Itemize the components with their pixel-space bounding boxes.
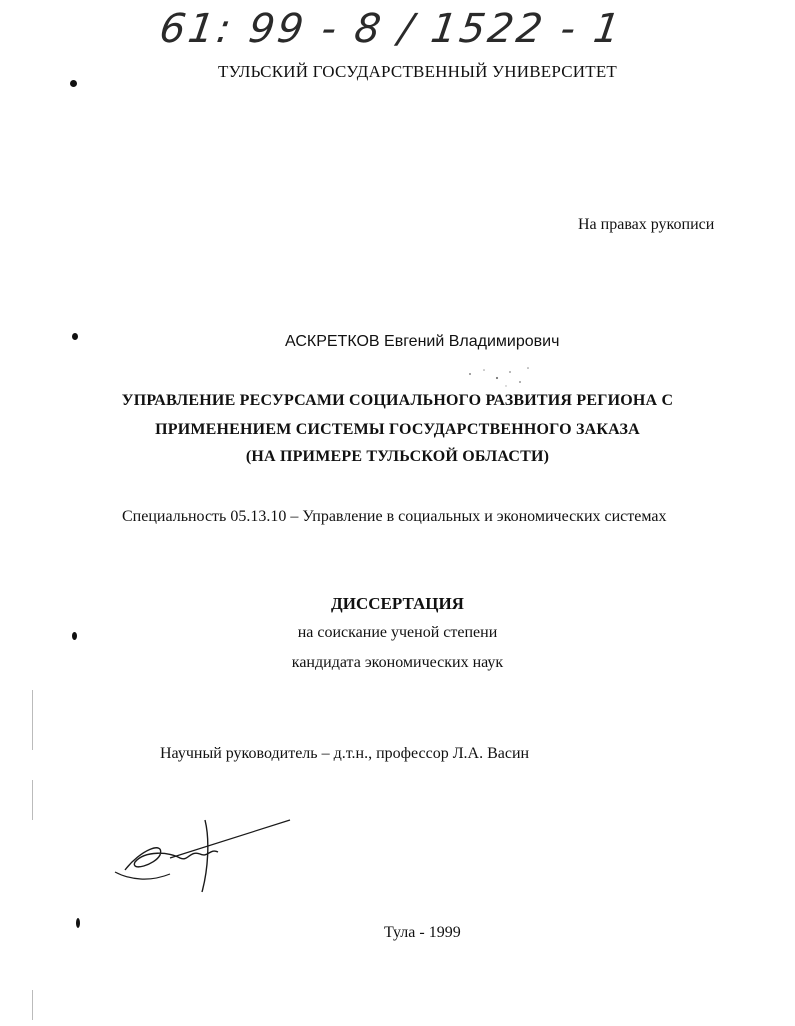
specialty-line: Специальность 05.13.10 – Управление в социальных и экономических системах [122, 508, 667, 525]
scan-specks [462, 362, 542, 392]
binding-hole-mark [72, 632, 77, 640]
degree-line-2: кандидата экономических наук [291, 654, 504, 671]
supervisor-line: Научный руководитель – д.т.н., профессор Л.А. Васин [160, 745, 530, 762]
title-line-2: ПРИМЕНЕНИЕМ СИСТЕМЫ ГОСУДАРСТВЕННОГО ЗАКАЗА [155, 421, 640, 438]
scan-edge-line [32, 690, 33, 750]
binding-hole-mark [76, 918, 80, 928]
binding-hole-mark [72, 333, 78, 340]
handwritten-archive-code: 61: 99 - 8 / 1522 - 1 [156, 6, 626, 52]
city-year: Тула - 1999 [384, 924, 461, 941]
scan-edge-line [32, 990, 33, 1020]
author-name: АСКРЕТКОВ Евгений Владимирович [285, 333, 560, 350]
title-line-3: (НА ПРИМЕРЕ ТУЛЬСКОЙ ОБЛАСТИ) [245, 448, 550, 465]
author-signature [110, 810, 310, 900]
university-name: ТУЛЬСКИЙ ГОСУДАРСТВЕННЫЙ УНИВЕРСИТЕТ [218, 62, 618, 81]
degree-line-1: на соискание ученой степени [297, 624, 498, 641]
binding-hole-mark [70, 80, 77, 87]
title-line-1: УПРАВЛЕНИЕ РЕСУРСАМИ СОЦИАЛЬНОГО РАЗВИТИЯ РЕГИОНА С [121, 392, 674, 409]
scan-edge-line [32, 780, 33, 820]
document-type: ДИССЕРТАЦИЯ [331, 594, 464, 613]
manuscript-rights-note: На правах рукописи [578, 216, 715, 233]
